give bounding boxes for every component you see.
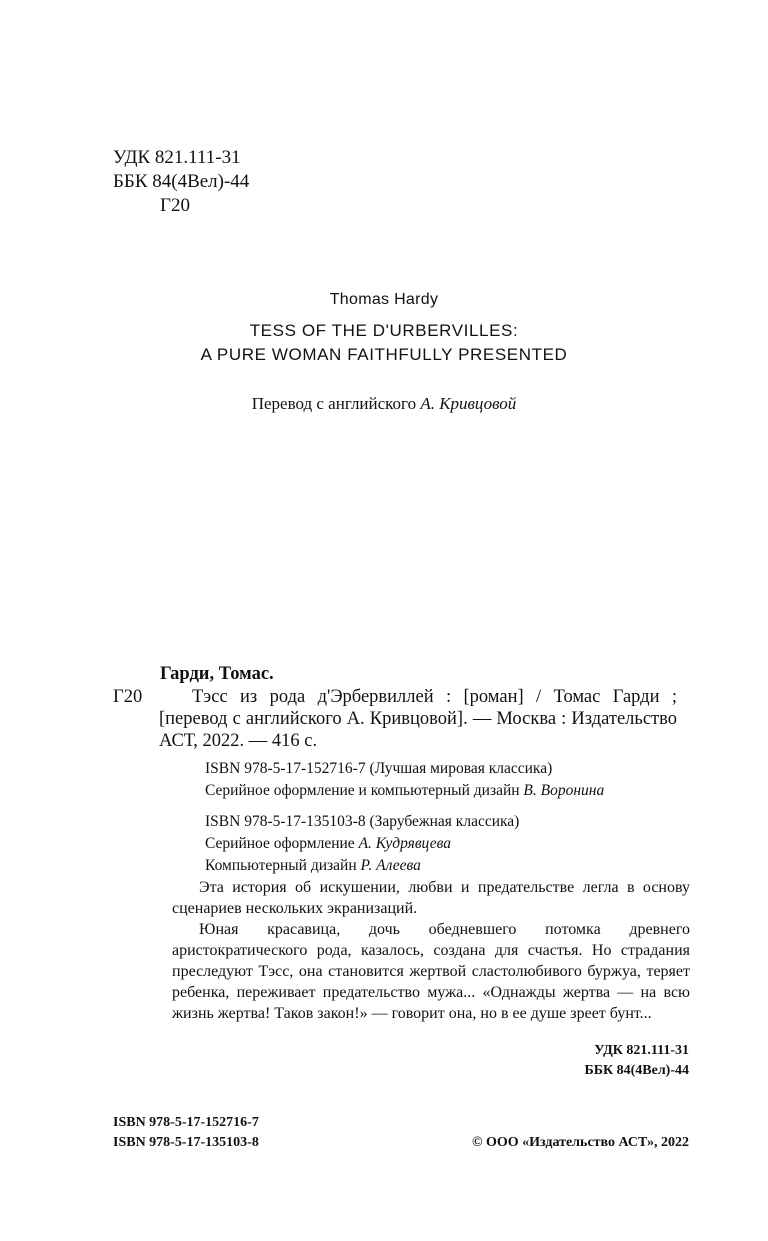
annotation-paragraph-1: Эта история об искушении, любви и предательстве легла в основу сценариев нескольких экранизаций. — [172, 879, 690, 917]
footer-isbn-1: ISBN 978-5-17-152716-7 — [113, 1115, 259, 1130]
translation-credit — [0, 394, 768, 414]
translator-name: А. Кривцовой — [420, 394, 517, 413]
original-title-line1: TESS OF THE D'URBERVILLES: — [249, 321, 519, 340]
author-mark: Г20 — [160, 195, 190, 216]
series-design-credit: Серийное оформление и компьютерный дизайн В. Воронина — [205, 782, 605, 799]
bibliographic-mark: Г20 — [113, 687, 143, 707]
copyright: © ООО «Издательство АСТ», 2022 — [471, 1135, 689, 1150]
annotation — [172, 877, 690, 1024]
series-block-1 — [205, 758, 604, 802]
bibliographic-heading: Гарди, Томас. — [160, 664, 274, 684]
udk-code-bottom: УДК 821.111-31 — [594, 1043, 689, 1058]
udk-code: УДК 821.111-31 — [113, 147, 241, 168]
bbk-code: ББК 84(4Вел)-44 — [113, 171, 250, 192]
series-isbn-1: ISBN 978-5-17-152716-7 (Лучшая мировая классика) — [205, 760, 553, 777]
series-design-credit-2: Серийное оформление А. Кудрявцева — [205, 835, 451, 852]
footer-isbn-2: ISBN 978-5-17-135103-8 — [113, 1135, 259, 1150]
bibliographic-description: Тэсс из рода д'Эрбервиллей : [роман] / Томас Гарди ; [перевод с английского А. Кривцовой]. — Москва : Издательство АСТ, 2022. — 416 с. — [159, 687, 677, 751]
series-block-2 — [205, 811, 519, 877]
computer-design-credit: Компьютерный дизайн Р. Алеева — [205, 857, 421, 874]
series-isbn-2: ISBN 978-5-17-135103-8 (Зарубежная классика) — [205, 813, 520, 830]
original-title-line2: A PURE WOMAN FAITHFULLY PRESENTED — [200, 345, 568, 364]
translation-prefix: Перевод с английского — [251, 394, 417, 413]
bbk-code-bottom: ББК 84(4Вел)-44 — [584, 1063, 689, 1078]
annotation-paragraph-2: Юная красавица, дочь обедневшего потомка древнего аристократического рода, казалось, создана для счастья. Но страдания преследуют Тэсс, она становится жертвой сластолюбивого буржуа, теряет ребенка, переживает предательство мужа... «Однажды жертва — на всю жизнь жертва! Таков закон!» — говорит она, но в ее душе зреет бунт... — [172, 921, 690, 1022]
original-author: Thomas Hardy — [329, 291, 439, 308]
